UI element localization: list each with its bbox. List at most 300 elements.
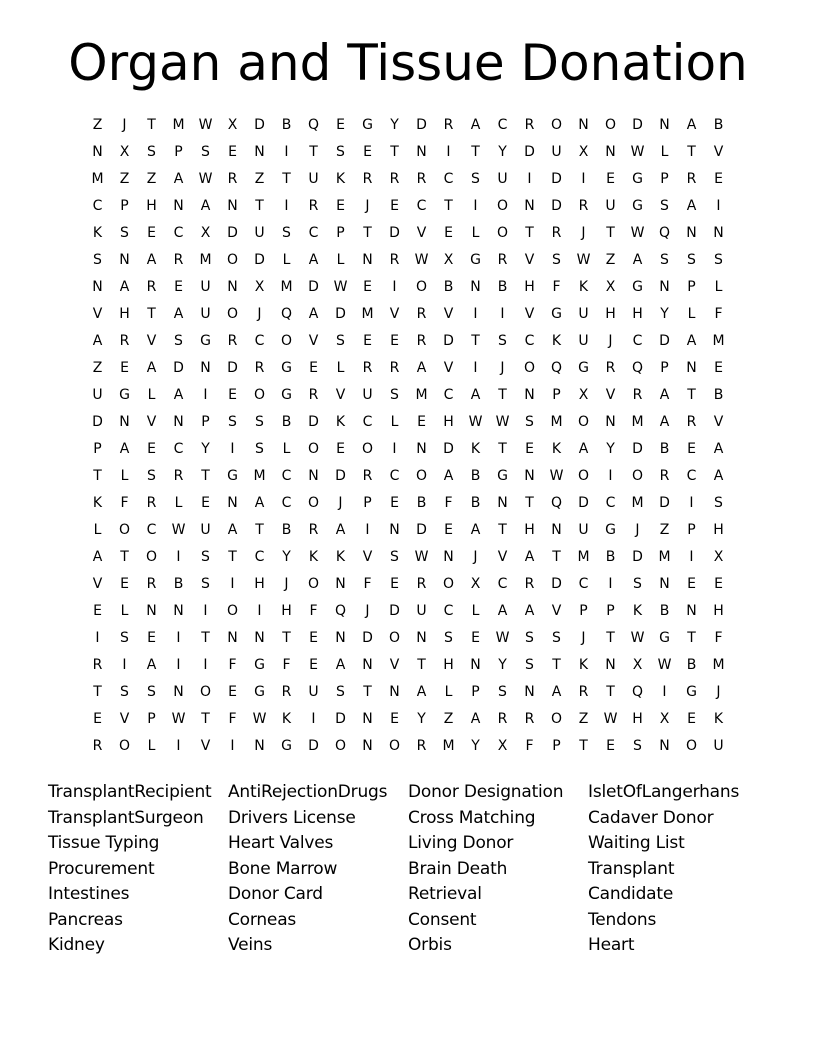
grid-letter[interactable]: E (174, 278, 183, 295)
grid-letter[interactable]: N (389, 521, 400, 538)
grid-letter[interactable]: B (659, 602, 670, 619)
grid-letter[interactable]: B (686, 656, 697, 673)
grid-letter[interactable]: I (230, 737, 235, 754)
grid-letter[interactable]: A (551, 683, 562, 700)
grid-letter[interactable]: U (308, 683, 319, 700)
grid-letter[interactable]: B (713, 116, 724, 133)
grid-letter[interactable]: G (119, 386, 130, 403)
grid-letter[interactable]: A (524, 602, 535, 619)
grid-letter[interactable]: S (660, 251, 669, 268)
grid-letter[interactable]: V (713, 413, 724, 430)
grid-letter[interactable]: A (308, 251, 319, 268)
grid-letter[interactable]: E (93, 710, 102, 727)
grid-letter[interactable]: Y (471, 737, 480, 754)
grid-letter[interactable]: X (254, 278, 265, 295)
grid-letter[interactable]: R (146, 494, 157, 511)
grid-letter[interactable]: R (308, 386, 319, 403)
grid-letter[interactable]: Q (658, 224, 671, 241)
grid-letter[interactable]: P (687, 521, 696, 538)
grid-letter[interactable]: N (308, 467, 319, 484)
grid-letter[interactable]: D (659, 332, 670, 349)
grid-letter[interactable]: A (686, 116, 697, 133)
grid-letter[interactable]: O (334, 737, 347, 754)
grid-letter[interactable]: L (174, 494, 183, 511)
grid-letter[interactable]: S (525, 629, 534, 646)
grid-letter[interactable]: E (606, 170, 615, 187)
grid-letter[interactable]: N (173, 197, 184, 214)
grid-letter[interactable]: D (92, 413, 103, 430)
grid-letter[interactable]: A (119, 440, 130, 457)
grid-letter[interactable]: X (713, 548, 724, 565)
grid-letter[interactable]: A (335, 656, 346, 673)
grid-letter[interactable]: Z (443, 710, 454, 727)
grid-letter[interactable]: V (524, 251, 535, 268)
grid-letter[interactable]: G (254, 656, 265, 673)
grid-letter[interactable]: Q (631, 683, 644, 700)
grid-letter[interactable]: N (335, 575, 346, 592)
grid-letter[interactable]: O (442, 575, 455, 592)
grid-letter[interactable]: H (632, 710, 643, 727)
grid-letter[interactable]: N (605, 656, 616, 673)
grid-letter[interactable]: N (362, 710, 373, 727)
grid-letter[interactable]: I (311, 710, 316, 727)
grid-letter[interactable]: A (713, 440, 724, 457)
grid-letter[interactable]: I (500, 305, 505, 322)
grid-letter[interactable]: N (497, 494, 508, 511)
grid-letter[interactable]: X (659, 710, 670, 727)
grid-letter[interactable]: N (119, 413, 130, 430)
grid-letter[interactable]: S (147, 683, 156, 700)
grid-letter[interactable]: G (632, 278, 643, 295)
grid-letter[interactable]: M (91, 170, 104, 187)
grid-letter[interactable]: S (714, 251, 723, 268)
grid-letter[interactable]: D (551, 575, 562, 592)
grid-letter[interactable]: W (468, 413, 483, 430)
grid-letter[interactable]: K (308, 548, 319, 565)
grid-letter[interactable]: M (631, 494, 644, 511)
grid-letter[interactable]: W (333, 278, 348, 295)
grid-letter[interactable]: N (686, 224, 697, 241)
grid-letter[interactable]: R (362, 467, 373, 484)
grid-letter[interactable]: G (632, 197, 643, 214)
grid-letter[interactable]: O (280, 332, 293, 349)
grid-letter[interactable]: K (92, 224, 103, 241)
grid-letter[interactable]: M (712, 656, 725, 673)
grid-letter[interactable]: D (632, 440, 643, 457)
grid-letter[interactable]: P (606, 602, 615, 619)
grid-letter[interactable]: N (416, 440, 427, 457)
grid-letter[interactable]: P (336, 224, 345, 241)
grid-letter[interactable]: N (416, 143, 427, 160)
grid-letter[interactable]: T (309, 143, 318, 160)
grid-letter[interactable]: N (173, 413, 184, 430)
grid-letter[interactable]: R (578, 197, 589, 214)
grid-letter[interactable]: E (201, 494, 210, 511)
grid-letter[interactable]: H (254, 575, 265, 592)
grid-letter[interactable]: J (581, 224, 586, 241)
grid-letter[interactable]: T (363, 683, 372, 700)
grid-letter[interactable]: O (307, 494, 320, 511)
grid-letter[interactable]: D (416, 116, 427, 133)
grid-letter[interactable]: T (363, 224, 372, 241)
grid-letter[interactable]: E (714, 575, 723, 592)
grid-letter[interactable]: R (605, 359, 616, 376)
grid-letter[interactable]: M (361, 305, 374, 322)
grid-letter[interactable]: N (686, 602, 697, 619)
grid-letter[interactable]: F (282, 656, 291, 673)
grid-letter[interactable]: D (308, 413, 319, 430)
grid-letter[interactable]: S (93, 251, 102, 268)
grid-letter[interactable]: O (496, 197, 509, 214)
grid-letter[interactable]: I (473, 197, 478, 214)
grid-letter[interactable]: D (389, 602, 400, 619)
grid-letter[interactable]: Z (146, 170, 157, 187)
grid-letter[interactable]: N (146, 602, 157, 619)
grid-letter[interactable]: A (443, 467, 454, 484)
grid-letter[interactable]: L (120, 602, 129, 619)
grid-letter[interactable]: G (551, 305, 562, 322)
grid-letter[interactable]: R (524, 116, 535, 133)
grid-letter[interactable]: T (687, 143, 696, 160)
grid-letter[interactable]: Y (417, 710, 426, 727)
grid-letter[interactable]: T (255, 197, 264, 214)
grid-letter[interactable]: E (363, 332, 372, 349)
grid-letter[interactable]: N (362, 656, 373, 673)
grid-letter[interactable]: U (362, 386, 373, 403)
grid-letter[interactable]: L (444, 683, 453, 700)
grid-letter[interactable]: J (257, 305, 262, 322)
grid-letter[interactable]: R (659, 467, 670, 484)
grid-letter[interactable]: W (495, 629, 510, 646)
grid-letter[interactable]: U (578, 332, 589, 349)
grid-letter[interactable]: A (686, 197, 697, 214)
grid-letter[interactable]: C (281, 467, 292, 484)
grid-letter[interactable]: N (254, 629, 265, 646)
grid-letter[interactable]: O (118, 521, 131, 538)
grid-letter[interactable]: U (254, 224, 265, 241)
grid-letter[interactable]: R (308, 197, 319, 214)
grid-letter[interactable]: W (414, 251, 429, 268)
grid-letter[interactable]: Q (550, 359, 563, 376)
grid-letter[interactable]: S (255, 413, 264, 430)
grid-letter[interactable]: A (470, 521, 481, 538)
grid-letter[interactable]: P (174, 143, 183, 160)
grid-letter[interactable]: T (228, 548, 237, 565)
grid-letter[interactable]: T (498, 386, 507, 403)
grid-letter[interactable]: D (524, 143, 535, 160)
grid-letter[interactable]: H (443, 656, 454, 673)
grid-letter[interactable]: L (147, 386, 156, 403)
grid-letter[interactable]: J (635, 521, 640, 538)
grid-letter[interactable]: S (687, 251, 696, 268)
grid-letter[interactable]: H (713, 602, 724, 619)
grid-letter[interactable]: W (171, 521, 186, 538)
grid-letter[interactable]: N (254, 143, 265, 160)
grid-letter[interactable]: A (146, 251, 157, 268)
grid-letter[interactable]: W (603, 710, 618, 727)
grid-letter[interactable]: V (605, 386, 616, 403)
grid-letter[interactable]: V (92, 305, 103, 322)
grid-letter[interactable]: B (605, 548, 616, 565)
grid-letter[interactable]: C (173, 440, 184, 457)
grid-letter[interactable]: I (284, 197, 289, 214)
grid-letter[interactable]: C (92, 197, 103, 214)
grid-letter[interactable]: X (227, 116, 238, 133)
grid-letter[interactable]: T (147, 305, 156, 322)
grid-letter[interactable]: F (120, 494, 129, 511)
grid-letter[interactable]: A (470, 710, 481, 727)
grid-letter[interactable]: O (631, 467, 644, 484)
grid-letter[interactable]: N (389, 683, 400, 700)
grid-letter[interactable]: I (581, 170, 586, 187)
grid-letter[interactable]: L (93, 521, 102, 538)
grid-letter[interactable]: M (280, 278, 293, 295)
grid-letter[interactable]: V (389, 305, 400, 322)
grid-letter[interactable]: E (714, 170, 723, 187)
grid-letter[interactable]: R (227, 332, 238, 349)
grid-letter[interactable]: G (227, 467, 238, 484)
grid-letter[interactable]: U (578, 305, 589, 322)
grid-letter[interactable]: B (281, 413, 292, 430)
grid-letter[interactable]: T (255, 521, 264, 538)
grid-letter[interactable]: N (524, 683, 535, 700)
grid-letter[interactable]: M (577, 548, 590, 565)
grid-letter[interactable]: V (524, 305, 535, 322)
grid-letter[interactable]: L (336, 251, 345, 268)
grid-letter[interactable]: A (686, 332, 697, 349)
grid-letter[interactable]: P (579, 602, 588, 619)
grid-letter[interactable]: A (470, 386, 481, 403)
grid-letter[interactable]: M (658, 548, 671, 565)
grid-letter[interactable]: K (713, 710, 724, 727)
grid-letter[interactable]: E (363, 278, 372, 295)
grid-letter[interactable]: R (362, 359, 373, 376)
grid-letter[interactable]: N (686, 359, 697, 376)
grid-letter[interactable]: H (146, 197, 157, 214)
grid-letter[interactable]: S (390, 386, 399, 403)
grid-letter[interactable]: U (308, 170, 319, 187)
grid-letter[interactable]: J (365, 602, 370, 619)
grid-letter[interactable]: R (119, 332, 130, 349)
grid-letter[interactable]: N (416, 629, 427, 646)
grid-letter[interactable]: A (713, 467, 724, 484)
grid-letter[interactable]: J (122, 116, 127, 133)
grid-letter[interactable]: L (660, 143, 669, 160)
grid-letter[interactable]: J (365, 197, 370, 214)
grid-letter[interactable]: E (336, 440, 345, 457)
grid-letter[interactable]: R (416, 575, 427, 592)
grid-letter[interactable]: E (336, 116, 345, 133)
grid-letter[interactable]: M (253, 467, 266, 484)
grid-letter[interactable]: R (524, 710, 535, 727)
grid-letter[interactable]: P (363, 494, 372, 511)
grid-letter[interactable]: S (714, 494, 723, 511)
grid-letter[interactable]: S (552, 629, 561, 646)
grid-letter[interactable]: O (226, 602, 239, 619)
grid-letter[interactable]: C (362, 413, 373, 430)
grid-letter[interactable]: V (146, 413, 157, 430)
grid-letter[interactable]: I (176, 656, 181, 673)
grid-letter[interactable]: G (470, 251, 481, 268)
grid-letter[interactable]: Y (498, 143, 507, 160)
grid-letter[interactable]: K (281, 710, 292, 727)
grid-letter[interactable]: A (497, 602, 508, 619)
grid-letter[interactable]: R (686, 413, 697, 430)
grid-letter[interactable]: I (122, 656, 127, 673)
grid-letter[interactable]: S (552, 251, 561, 268)
grid-letter[interactable]: E (417, 413, 426, 430)
grid-letter[interactable]: G (281, 359, 292, 376)
grid-letter[interactable]: K (578, 278, 589, 295)
grid-letter[interactable]: N (92, 278, 103, 295)
grid-letter[interactable]: K (470, 440, 481, 457)
grid-letter[interactable]: E (390, 710, 399, 727)
grid-letter[interactable]: L (120, 467, 129, 484)
grid-letter[interactable]: A (659, 413, 670, 430)
grid-letter[interactable]: R (173, 251, 184, 268)
grid-letter[interactable]: H (605, 305, 616, 322)
grid-letter[interactable]: L (336, 359, 345, 376)
grid-letter[interactable]: D (659, 494, 670, 511)
grid-letter[interactable]: R (308, 521, 319, 538)
grid-letter[interactable]: Y (498, 656, 507, 673)
grid-letter[interactable]: V (146, 332, 157, 349)
grid-letter[interactable]: D (443, 332, 454, 349)
grid-letter[interactable]: N (578, 116, 589, 133)
grid-letter[interactable]: W (198, 116, 213, 133)
grid-letter[interactable]: R (524, 575, 535, 592)
grid-letter[interactable]: S (174, 332, 183, 349)
grid-letter[interactable]: N (362, 251, 373, 268)
grid-letter[interactable]: I (203, 386, 208, 403)
grid-letter[interactable]: S (633, 737, 642, 754)
grid-letter[interactable]: B (470, 467, 481, 484)
grid-letter[interactable]: Z (92, 116, 103, 133)
grid-letter[interactable]: T (552, 548, 561, 565)
grid-letter[interactable]: Z (605, 251, 616, 268)
grid-letter[interactable]: G (605, 521, 616, 538)
grid-letter[interactable]: N (227, 278, 238, 295)
grid-letter[interactable]: U (200, 305, 211, 322)
grid-letter[interactable]: C (524, 332, 535, 349)
grid-letter[interactable]: D (254, 116, 265, 133)
grid-letter[interactable]: J (473, 548, 478, 565)
grid-letter[interactable]: E (390, 332, 399, 349)
grid-letter[interactable]: O (577, 413, 590, 430)
grid-letter[interactable]: O (145, 548, 158, 565)
grid-letter[interactable]: J (284, 575, 289, 592)
grid-letter[interactable]: S (147, 143, 156, 160)
grid-letter[interactable]: B (281, 116, 292, 133)
grid-letter[interactable]: A (200, 197, 211, 214)
grid-letter[interactable]: E (147, 440, 156, 457)
grid-letter[interactable]: X (605, 278, 616, 295)
grid-letter[interactable]: S (336, 143, 345, 160)
grid-letter[interactable]: Z (119, 170, 130, 187)
grid-letter[interactable]: A (173, 170, 184, 187)
grid-letter[interactable]: D (308, 737, 319, 754)
grid-letter[interactable]: F (552, 278, 561, 295)
grid-letter[interactable]: T (471, 332, 480, 349)
grid-letter[interactable]: V (362, 548, 373, 565)
grid-letter[interactable]: S (498, 683, 507, 700)
grid-letter[interactable]: S (390, 548, 399, 565)
grid-letter[interactable]: O (253, 386, 266, 403)
grid-letter[interactable]: G (578, 359, 589, 376)
grid-letter[interactable]: C (281, 494, 292, 511)
grid-letter[interactable]: D (362, 629, 373, 646)
grid-letter[interactable]: C (497, 116, 508, 133)
grid-letter[interactable]: O (550, 710, 563, 727)
grid-letter[interactable]: G (254, 683, 265, 700)
grid-letter[interactable]: U (200, 278, 211, 295)
grid-letter[interactable]: I (365, 521, 370, 538)
grid-letter[interactable]: L (714, 278, 723, 295)
grid-letter[interactable]: X (119, 143, 130, 160)
grid-letter[interactable]: N (524, 197, 535, 214)
grid-letter[interactable]: N (200, 359, 211, 376)
grid-letter[interactable]: O (388, 629, 401, 646)
grid-letter[interactable]: E (606, 737, 615, 754)
grid-letter[interactable]: T (525, 224, 534, 241)
grid-letter[interactable]: A (173, 305, 184, 322)
grid-letter[interactable]: I (176, 548, 181, 565)
grid-letter[interactable]: N (443, 548, 454, 565)
grid-letter[interactable]: Q (307, 116, 320, 133)
grid-letter[interactable]: O (388, 737, 401, 754)
grid-letter[interactable]: K (578, 656, 589, 673)
grid-letter[interactable]: M (712, 332, 725, 349)
grid-letter[interactable]: L (471, 224, 480, 241)
grid-letter[interactable]: R (416, 170, 427, 187)
grid-letter[interactable]: S (120, 224, 129, 241)
grid-letter[interactable]: D (335, 467, 346, 484)
grid-letter[interactable]: W (252, 710, 267, 727)
grid-letter[interactable]: I (95, 629, 100, 646)
grid-letter[interactable]: O (550, 116, 563, 133)
grid-letter[interactable]: H (524, 278, 535, 295)
grid-letter[interactable]: N (659, 116, 670, 133)
grid-letter[interactable]: A (524, 548, 535, 565)
grid-letter[interactable]: R (92, 737, 103, 754)
grid-letter[interactable]: O (685, 737, 698, 754)
grid-letter[interactable]: I (284, 143, 289, 160)
grid-letter[interactable]: O (577, 467, 590, 484)
grid-letter[interactable]: P (120, 197, 129, 214)
grid-letter[interactable]: X (497, 737, 508, 754)
grid-letter[interactable]: D (227, 359, 238, 376)
grid-letter[interactable]: T (93, 683, 102, 700)
grid-letter[interactable]: M (631, 413, 644, 430)
grid-letter[interactable]: R (443, 116, 454, 133)
grid-letter[interactable]: D (173, 359, 184, 376)
grid-letter[interactable]: X (578, 386, 589, 403)
grid-letter[interactable]: T (201, 629, 210, 646)
grid-letter[interactable]: E (147, 224, 156, 241)
grid-letter[interactable]: L (282, 251, 291, 268)
grid-letter[interactable]: I (176, 629, 181, 646)
grid-letter[interactable]: N (173, 602, 184, 619)
grid-letter[interactable]: D (551, 170, 562, 187)
grid-letter[interactable]: W (171, 710, 186, 727)
grid-letter[interactable]: E (525, 440, 534, 457)
grid-letter[interactable]: S (255, 440, 264, 457)
grid-letter[interactable]: N (227, 494, 238, 511)
grid-letter[interactable]: W (630, 143, 645, 160)
grid-letter[interactable]: C (443, 386, 454, 403)
grid-letter[interactable]: S (282, 224, 291, 241)
grid-letter[interactable]: T (201, 467, 210, 484)
